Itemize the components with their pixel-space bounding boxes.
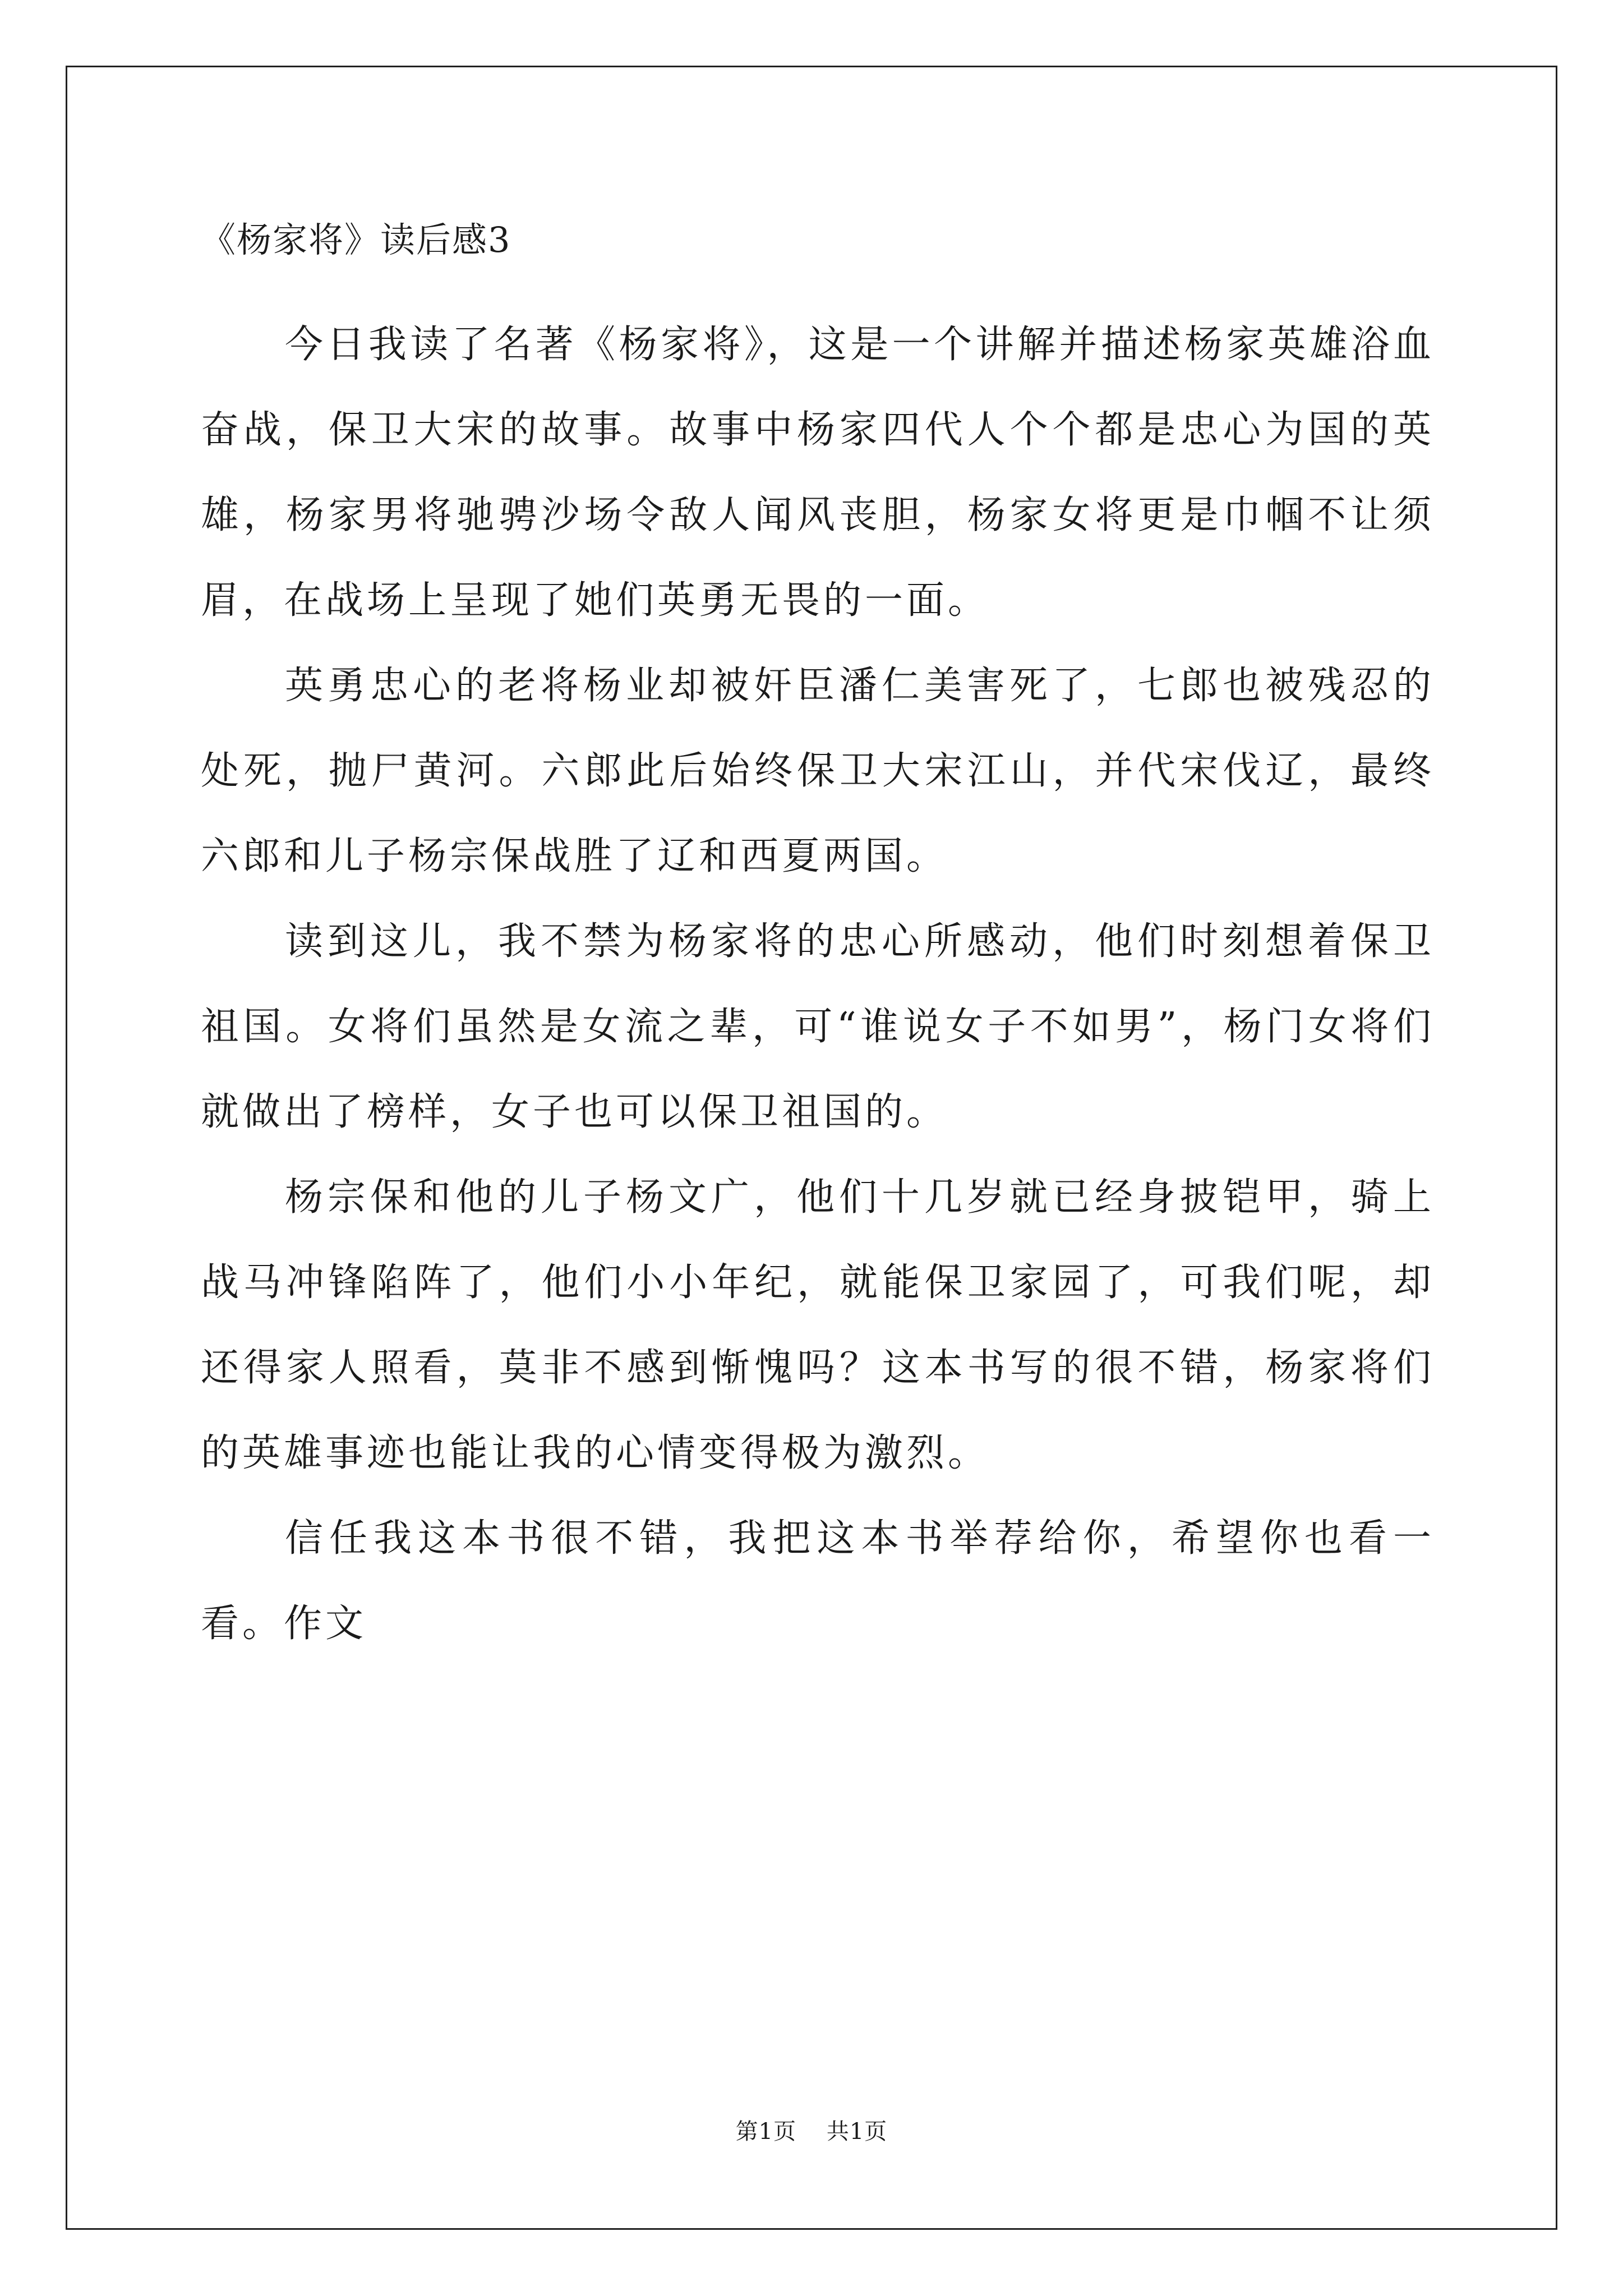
page-number-total: 共1页 xyxy=(826,2119,888,2145)
document-body xyxy=(201,212,1435,1667)
paragraph-5: 信任我这本书很不错，我把这本书举荐给你，希望你也看一看。作文 xyxy=(201,1516,1435,1646)
page-footer xyxy=(0,2114,1623,2146)
paragraph-4: 杨宗保和他的儿子杨文广，他们十几岁就已经身披铠甲，骑上战马冲锋陷阵了，他们小小年纪，就能保卫家园了，可我们呢，却还得家人照看，莫非不感到惭愧吗？这本书写的很不错，杨家将们的英雄事迹也能让我的心情变得极为激烈。 xyxy=(201,1175,1435,1475)
paragraph-2: 英勇忠心的老将杨业却被奸臣潘仁美害死了，七郎也被残忍的处死，抛尸黄河。六郎此后始终保卫大宋江山，并代宋伐辽，最终六郎和儿子杨宗保战胜了辽和西夏两国。 xyxy=(201,664,1435,878)
paragraph-1: 今日我读了名著《杨家将》，这是一个讲解并描述杨家英雄浴血奋战，保卫大宋的故事。故事中杨家四代人个个都是忠心为国的英雄，杨家男将驰骋沙场令敌人闻风丧胆，杨家女将更是巾帼不让须眉，在战场上呈现了她们英勇无畏的一面。 xyxy=(201,323,1435,623)
page-number-current: 第1页 xyxy=(735,2119,797,2145)
document-title: 《杨家将》读后感3 xyxy=(201,219,511,260)
paragraph-3: 读到这儿，我不禁为杨家将的忠心所感动，他们时刻想着保卫祖国。女将们虽然是女流之辈，可“谁说女子不如男”，杨门女将们就做出了榜样，女子也可以保卫祖国的。 xyxy=(201,919,1435,1134)
